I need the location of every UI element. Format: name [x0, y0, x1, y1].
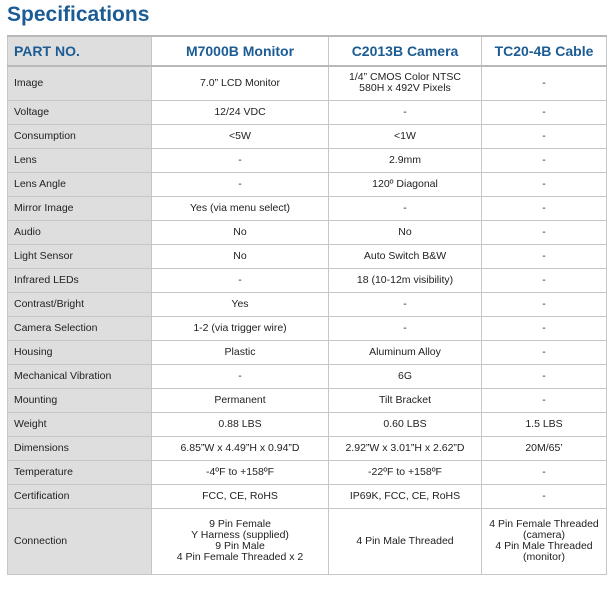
cell-line: Tilt Bracket [378, 393, 432, 406]
table-header-row [8, 36, 607, 66]
table-row [8, 364, 607, 388]
cell-line: 2.9mm [388, 153, 422, 166]
cell-line: -4ºF to +158ºF [205, 465, 275, 478]
table-cell [482, 124, 607, 148]
table-cell [152, 292, 329, 316]
table-cell [482, 268, 607, 292]
cell-line: No [233, 225, 247, 238]
cell-line: Yes (via menu select) [190, 201, 290, 214]
table-cell [152, 508, 329, 574]
table-cell [482, 388, 607, 412]
row-label: Weight [8, 412, 152, 436]
cell-line: Auto Switch B&W [363, 249, 447, 262]
table-row [8, 100, 607, 124]
table-row [8, 244, 607, 268]
table-cell [329, 484, 482, 508]
cell-line: - [542, 201, 546, 214]
table-row [8, 124, 607, 148]
cell-line: 9 Pin Male [215, 540, 265, 552]
table-cell [152, 316, 329, 340]
cell-line: - [238, 153, 242, 166]
cell-line: - [238, 369, 242, 382]
cell-line: - [403, 105, 407, 118]
row-label: Light Sensor [8, 244, 152, 268]
cell-line: - [542, 369, 546, 382]
table-cell [482, 66, 607, 100]
cell-line: (monitor) [522, 551, 565, 563]
cell-line: Yes [231, 297, 249, 310]
cell-line: - [542, 465, 546, 478]
cell-line: 0.60 LBS [383, 417, 427, 430]
cell-line: IP69K, FCC, CE, RoHS [349, 489, 461, 502]
table-cell [482, 172, 607, 196]
row-label: Camera Selection [8, 316, 152, 340]
table-cell [482, 148, 607, 172]
cell-line: Aluminum Alloy [369, 345, 441, 358]
table-cell [152, 460, 329, 484]
table-cell [152, 220, 329, 244]
table-cell [482, 364, 607, 388]
row-label: Temperature [8, 460, 152, 484]
cell-line: - [542, 129, 546, 142]
column-header-part-no: PART NO. [8, 36, 152, 66]
table-cell [329, 292, 482, 316]
cell-line: - [542, 105, 546, 118]
table-row [8, 196, 607, 220]
table-cell [329, 66, 482, 100]
table-cell [329, 460, 482, 484]
table-cell [482, 508, 607, 574]
cell-line: - [238, 177, 242, 190]
cell-line: FCC, CE, RoHS [202, 489, 278, 502]
cell-line: 7.0” LCD Monitor [200, 76, 280, 89]
table-cell [152, 100, 329, 124]
table-cell [152, 148, 329, 172]
cell-line: 18 (10-12m visibility) [356, 273, 454, 286]
cell-line: - [542, 249, 546, 262]
table-cell [329, 316, 482, 340]
table-row [8, 340, 607, 364]
row-label: Mirror Image [8, 196, 152, 220]
table-cell [152, 340, 329, 364]
cell-line: 1.5 LBS [525, 417, 563, 430]
table-cell [152, 244, 329, 268]
table-cell [152, 364, 329, 388]
table-cell [482, 340, 607, 364]
cell-line: - [542, 225, 546, 238]
table-cell [482, 412, 607, 436]
cell-line: 1-2 (via trigger wire) [193, 321, 287, 334]
cell-line: - [403, 201, 407, 214]
table-cell [482, 436, 607, 460]
table-cell [329, 244, 482, 268]
table-row [8, 220, 607, 244]
table-cell [329, 124, 482, 148]
table-cell [482, 220, 607, 244]
row-label: Contrast/Bright [8, 292, 152, 316]
cell-line: - [542, 345, 546, 358]
table-row [8, 316, 607, 340]
table-cell [329, 220, 482, 244]
cell-line: -22ºF to +158ºF [368, 465, 442, 478]
row-label: Infrared LEDs [8, 268, 152, 292]
cell-line: 20M/65’ [525, 441, 563, 454]
table-cell [152, 484, 329, 508]
table-cell [482, 244, 607, 268]
cell-line: <5W [229, 129, 251, 142]
table-cell [482, 316, 607, 340]
row-label: Image [8, 66, 152, 100]
cell-line: - [542, 489, 546, 502]
cell-line: 12/24 VDC [214, 105, 266, 118]
specifications-table [7, 35, 607, 575]
column-header-cable: TC20-4B Cable [482, 36, 607, 66]
row-label: Lens Angle [8, 172, 152, 196]
table-row [8, 412, 607, 436]
table-cell [152, 436, 329, 460]
cell-line: 2.92”W x 3.01”H x 2.62”D [345, 441, 465, 454]
table-cell [482, 196, 607, 220]
row-label: Mechanical Vibration [8, 364, 152, 388]
cell-line: - [403, 321, 407, 334]
cell-line: Y Harness (supplied) [191, 529, 289, 541]
cell-line: 4 Pin Female Threaded [489, 518, 599, 530]
table-cell [482, 292, 607, 316]
cell-line: 6.85”W x 4.49”H x 0.94”D [180, 441, 300, 454]
table-cell [329, 268, 482, 292]
table-cell [152, 412, 329, 436]
table-cell [329, 196, 482, 220]
row-label: Voltage [8, 100, 152, 124]
table-cell [329, 172, 482, 196]
table-row [8, 484, 607, 508]
cell-line: - [542, 153, 546, 166]
table-cell [152, 388, 329, 412]
table-row [8, 388, 607, 412]
table-cell [482, 460, 607, 484]
table-cell [482, 100, 607, 124]
cell-line: - [542, 321, 546, 334]
cell-line: 120º Diagonal [372, 177, 438, 190]
table-cell [152, 196, 329, 220]
cell-line: Permanent [214, 393, 266, 406]
cell-line: 6G [397, 369, 412, 382]
cell-line: - [238, 273, 242, 286]
cell-line: 1/4” CMOS Color NTSC [348, 71, 462, 84]
table-row [8, 148, 607, 172]
row-label: Audio [8, 220, 152, 244]
row-label: Mounting [8, 388, 152, 412]
cell-line: 580H x 492V Pixels [359, 82, 451, 95]
table-cell [329, 412, 482, 436]
cell-line: - [542, 76, 546, 89]
table-cell [329, 340, 482, 364]
row-label: Lens [8, 148, 152, 172]
table-cell [329, 100, 482, 124]
cell-line: 9 Pin Female [209, 518, 271, 530]
cell-line: (camera) [522, 529, 565, 541]
cell-line: - [403, 297, 407, 310]
cell-line: <1W [394, 129, 416, 142]
table-cell [152, 124, 329, 148]
column-header-monitor: M7000B Monitor [152, 36, 329, 66]
table-cell [152, 66, 329, 100]
table-cell [329, 508, 482, 574]
cell-line: 4 Pin Male Threaded [495, 540, 593, 552]
table-cell [482, 484, 607, 508]
column-header-camera: C2013B Camera [329, 36, 482, 66]
row-label: Dimensions [8, 436, 152, 460]
cell-line: 4 Pin Male Threaded [356, 534, 454, 547]
table-cell [152, 268, 329, 292]
cell-line: - [542, 393, 546, 406]
cell-line: - [542, 273, 546, 286]
table-row [8, 66, 607, 100]
cell-line: Plastic [224, 345, 256, 358]
table-row [8, 460, 607, 484]
cell-line: - [542, 177, 546, 190]
cell-line: No [233, 249, 247, 262]
table-cell [329, 148, 482, 172]
table-cell [329, 388, 482, 412]
row-label: Certification [8, 484, 152, 508]
row-label: Consumption [8, 124, 152, 148]
cell-line: - [542, 297, 546, 310]
cell-line: 0.88 LBS [218, 417, 262, 430]
table-row [8, 268, 607, 292]
table-row [8, 508, 607, 574]
table-row [8, 172, 607, 196]
table-cell [329, 364, 482, 388]
table-cell [329, 436, 482, 460]
table-row [8, 292, 607, 316]
row-label: Connection [8, 508, 152, 574]
table-row [8, 436, 607, 460]
cell-line: 4 Pin Female Threaded x 2 [176, 551, 304, 563]
page-title: Specifications [7, 3, 150, 26]
cell-line: No [398, 225, 412, 238]
table-cell [152, 172, 329, 196]
row-label: Housing [8, 340, 152, 364]
